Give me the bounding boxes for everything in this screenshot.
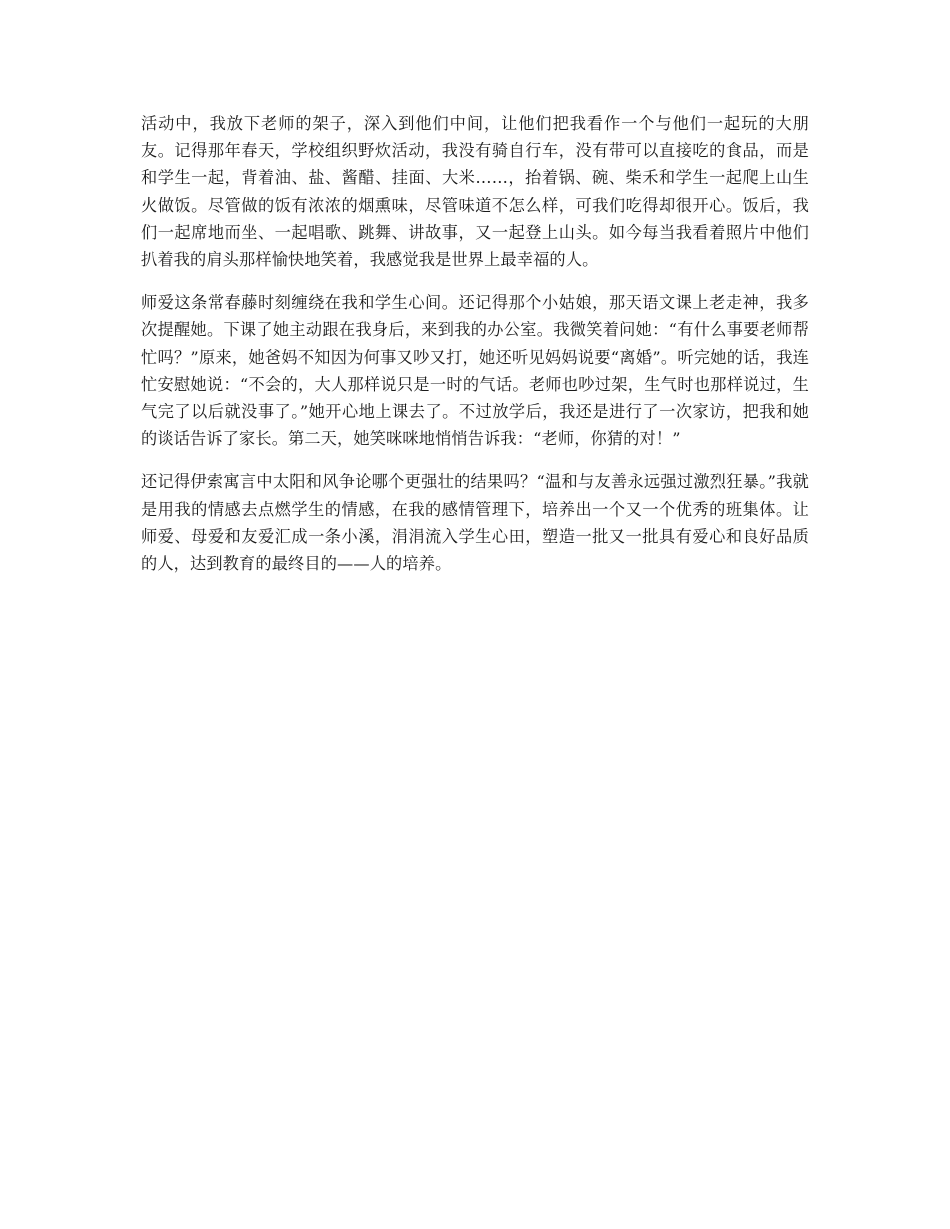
paragraph-3: 还记得伊索寓言中太阳和风争论哪个更强壮的结果吗？“温和与友善永远强过激烈狂暴。”我就是用我的情感去点燃学生的情感，在我的感情管理下，培养出一个又一个优秀的班集体。让师爱、母爱和友爱汇成一条小溪，涓涓流入学生心田，塑造一批又一批具有爱心和良好品质的人，达到教育的最终目的——人的培养。 [141,472,809,574]
paragraph-2: 师爱这条常春藤时刻缠绕在我和学生心间。还记得那个小姑娘，那天语文课上老走神，我多次提醒她。下课了她主动跟在我身后，来到我的办公室。我微笑着问她：“有什么事要老师帮忙吗？”原来，她爸妈不知因为何事又吵又打，她还听见妈妈说要“离婚”。听完她的话，我连忙安慰她说：“不会的，大人那样说只是一时的气话。老师也吵过架，生气时也那样说过，生气完了以后就没事了。”她开心地上课去了。不过放学后，我还是进行了一次家访，把我和她的谈话告诉了家长。第二天，她笑咪咪地悄悄告诉我：“老师，你猜的对！” [141,293,809,449]
paragraph-1: 活动中，我放下老师的架子，深入到他们中间，让他们把我看作一个与他们一起玩的大朋友。记得那年春天，学校组织野炊活动，我没有骑自行车，没有带可以直接吃的食品，而是和学生一起，背着油、盐、酱醋、挂面、大米……，抬着锅、碗、柴禾和学生一起爬上山生火做饭。尽管做的饭有浓浓的烟熏味，尽管味道不怎么样，可我们吃得却很开心。饭后，我们一起席地而坐、一起唱歌、跳舞、讲故事，又一起登上山头。如今每当我看着照片中他们扒着我的肩头那样愉快地笑着，我感觉我是世界上最幸福的人。 [141,114,809,270]
document-body [141,110,809,593]
